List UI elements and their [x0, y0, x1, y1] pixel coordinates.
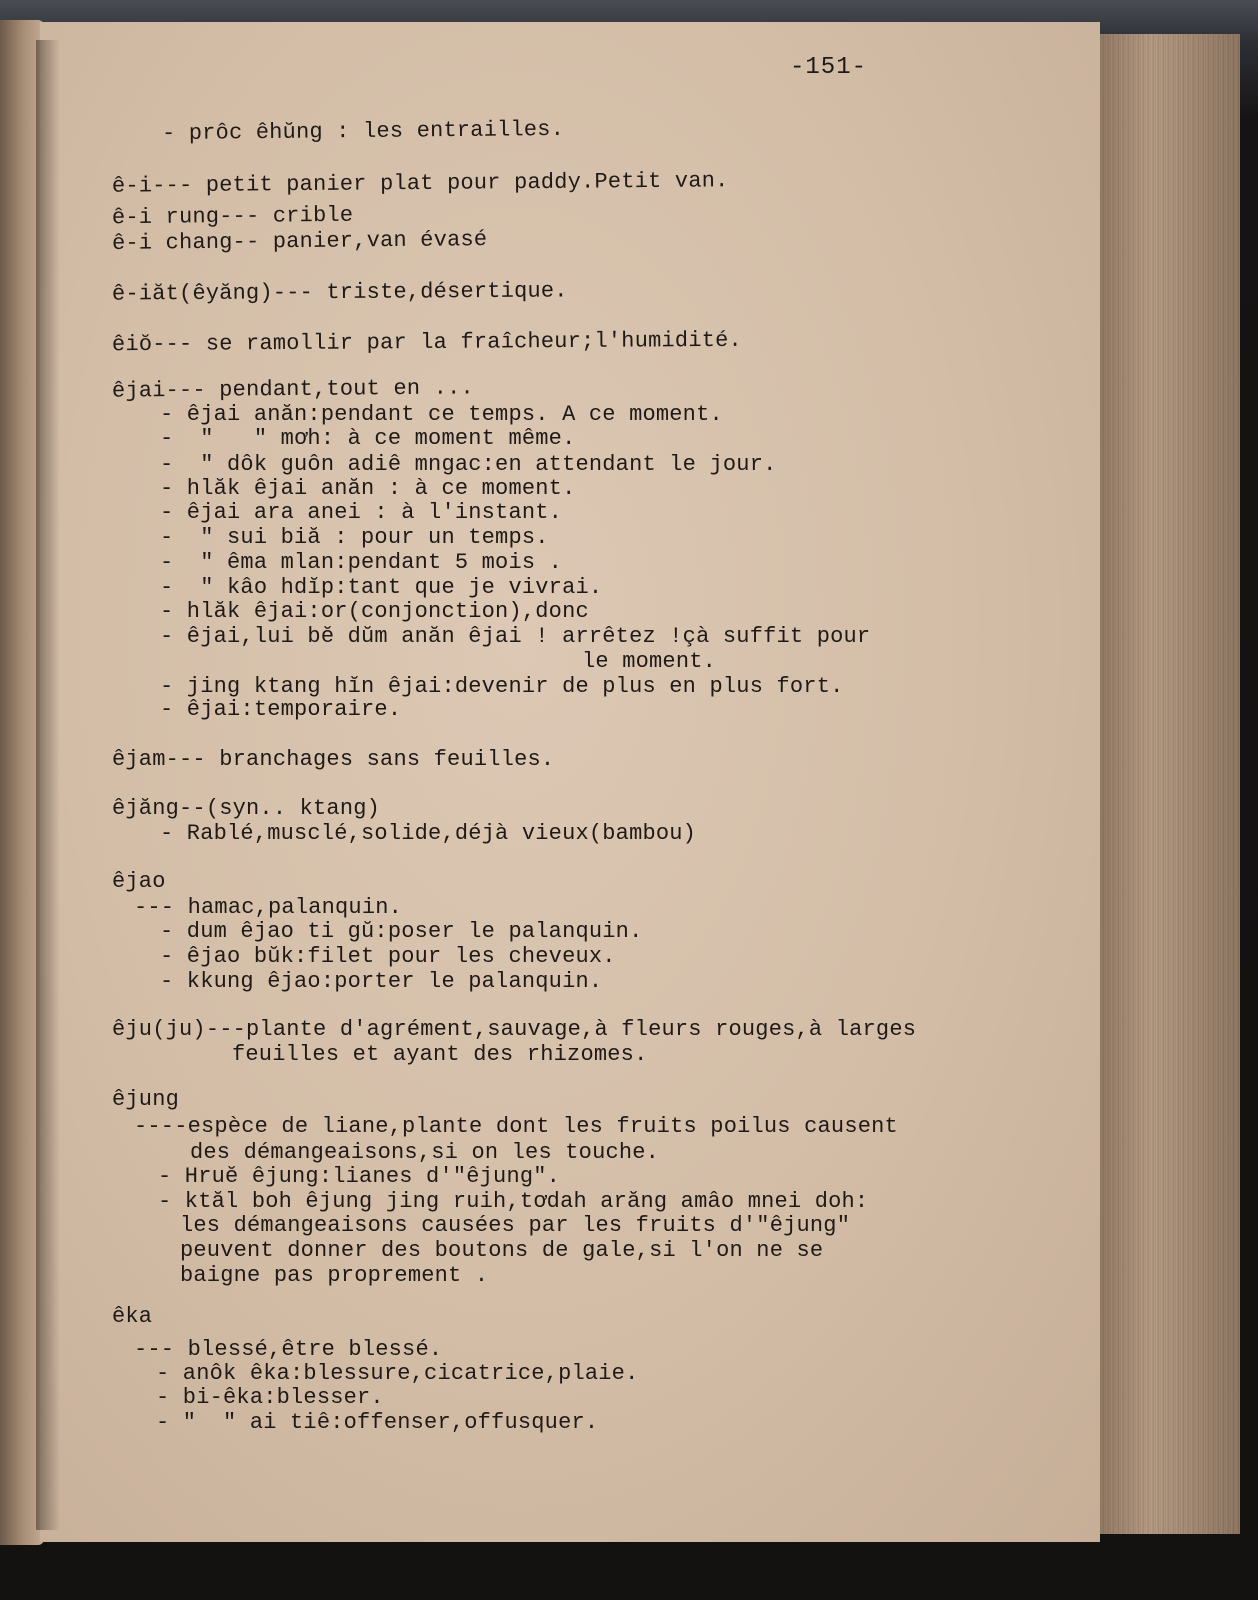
entry-line: êjăng--(syn.. ktang) — [112, 796, 381, 821]
entry-line: êiŏ--- se ramollir par la fraîcheur;l'humidité. — [111, 327, 742, 358]
text-line: - Rablé,musclé,solide,déjà vieux(bambou) — [160, 821, 697, 846]
text-line: des démangeaisons,si on les touche. — [190, 1140, 660, 1165]
text-line: - êjai:temporaire. — [160, 697, 402, 722]
entry-line: êjung — [112, 1087, 180, 1112]
text-line: le moment. — [582, 649, 717, 674]
text-line: - hlăk êjai:or(conjonction),donc — [160, 599, 589, 624]
text-line: - Hruĕ êjung:lianes d'"êjung". — [158, 1164, 561, 1189]
text-line: les démangeaisons causées par les fruits d'"êjung" — [180, 1213, 851, 1238]
text-line: - jing ktang hĭn êjai:devenir de plus en plus fort. — [160, 674, 844, 699]
text-line: - hlăk êjai anăn : à ce moment. — [160, 476, 576, 501]
text-line: - " " mơh: à ce moment même. — [160, 426, 576, 451]
text-line: - êjao bŭk:filet pour les cheveux. — [160, 944, 616, 969]
text-line: - " " ai tiê:offenser,offusquer. — [156, 1410, 599, 1435]
text-line: peuvent donner des boutons de gale,si l'on ne se — [180, 1238, 824, 1263]
entry-line: ê-i--- petit panier plat pour paddy.Petit van. — [111, 168, 729, 199]
page-number: -151- — [790, 54, 868, 81]
text-line: - " sui biă : pour un temps. — [160, 525, 549, 550]
entry-line: êju(ju)---plante d'agrément,sauvage,à fleurs rouges,à larges — [112, 1017, 917, 1042]
text-line: - " êma mlan:pendant 5 mois . — [160, 550, 563, 575]
text-line: - êjai ara anei : à l'instant. — [160, 500, 563, 525]
text-line: - " kâo hdĭp:tant que je vivrai. — [160, 575, 603, 600]
text-line: --- hamac,palanquin. — [134, 895, 403, 920]
text-line: - bi-êka:blesser. — [156, 1385, 384, 1410]
text-line: - prôc êhŭng : les entrailles. — [161, 116, 565, 147]
entry-line: êjam--- branchages sans feuilles. — [112, 747, 555, 772]
entry-line: ê-i rung--- crible — [111, 202, 354, 231]
entry-line: ê-iăt(êyăng)--- triste,désertique. — [111, 278, 568, 307]
entry-line: êka — [112, 1304, 153, 1329]
entry-line: êjao — [112, 869, 166, 894]
text-line: --- blessé,être blessé. — [134, 1337, 443, 1362]
text-line: - " dôk guôn adiê mngac:en attendant le jour. — [160, 452, 777, 477]
text-line: - dum êjao ti gŭ:poser le palanquin. — [160, 919, 643, 944]
text-line: - êjai anăn:pendant ce temps. A ce moment. — [160, 402, 723, 427]
text-line: feuilles et ayant des rhizomes. — [232, 1042, 648, 1067]
text-line: - êjai,lui bĕ dŭm anăn êjai ! arrêtez !çà suffit pour — [160, 624, 871, 649]
text-line: - anôk êka:blessure,cicatrice,plaie. — [156, 1361, 639, 1386]
text-line: - ktăl boh êjung jing ruih,tơdah arăng amâo mnei doh: — [158, 1189, 869, 1214]
text-line: - kkung êjao:porter le palanquin. — [160, 969, 603, 994]
entry-line: ê-i chang-- panier,van évasé — [111, 227, 488, 256]
text-line: baigne pas proprement . — [180, 1263, 489, 1288]
text-line: ----espèce de liane,plante dont les fruits poilus causent — [134, 1114, 898, 1139]
entry-line: êjai--- pendant,tout en ... — [111, 375, 474, 404]
